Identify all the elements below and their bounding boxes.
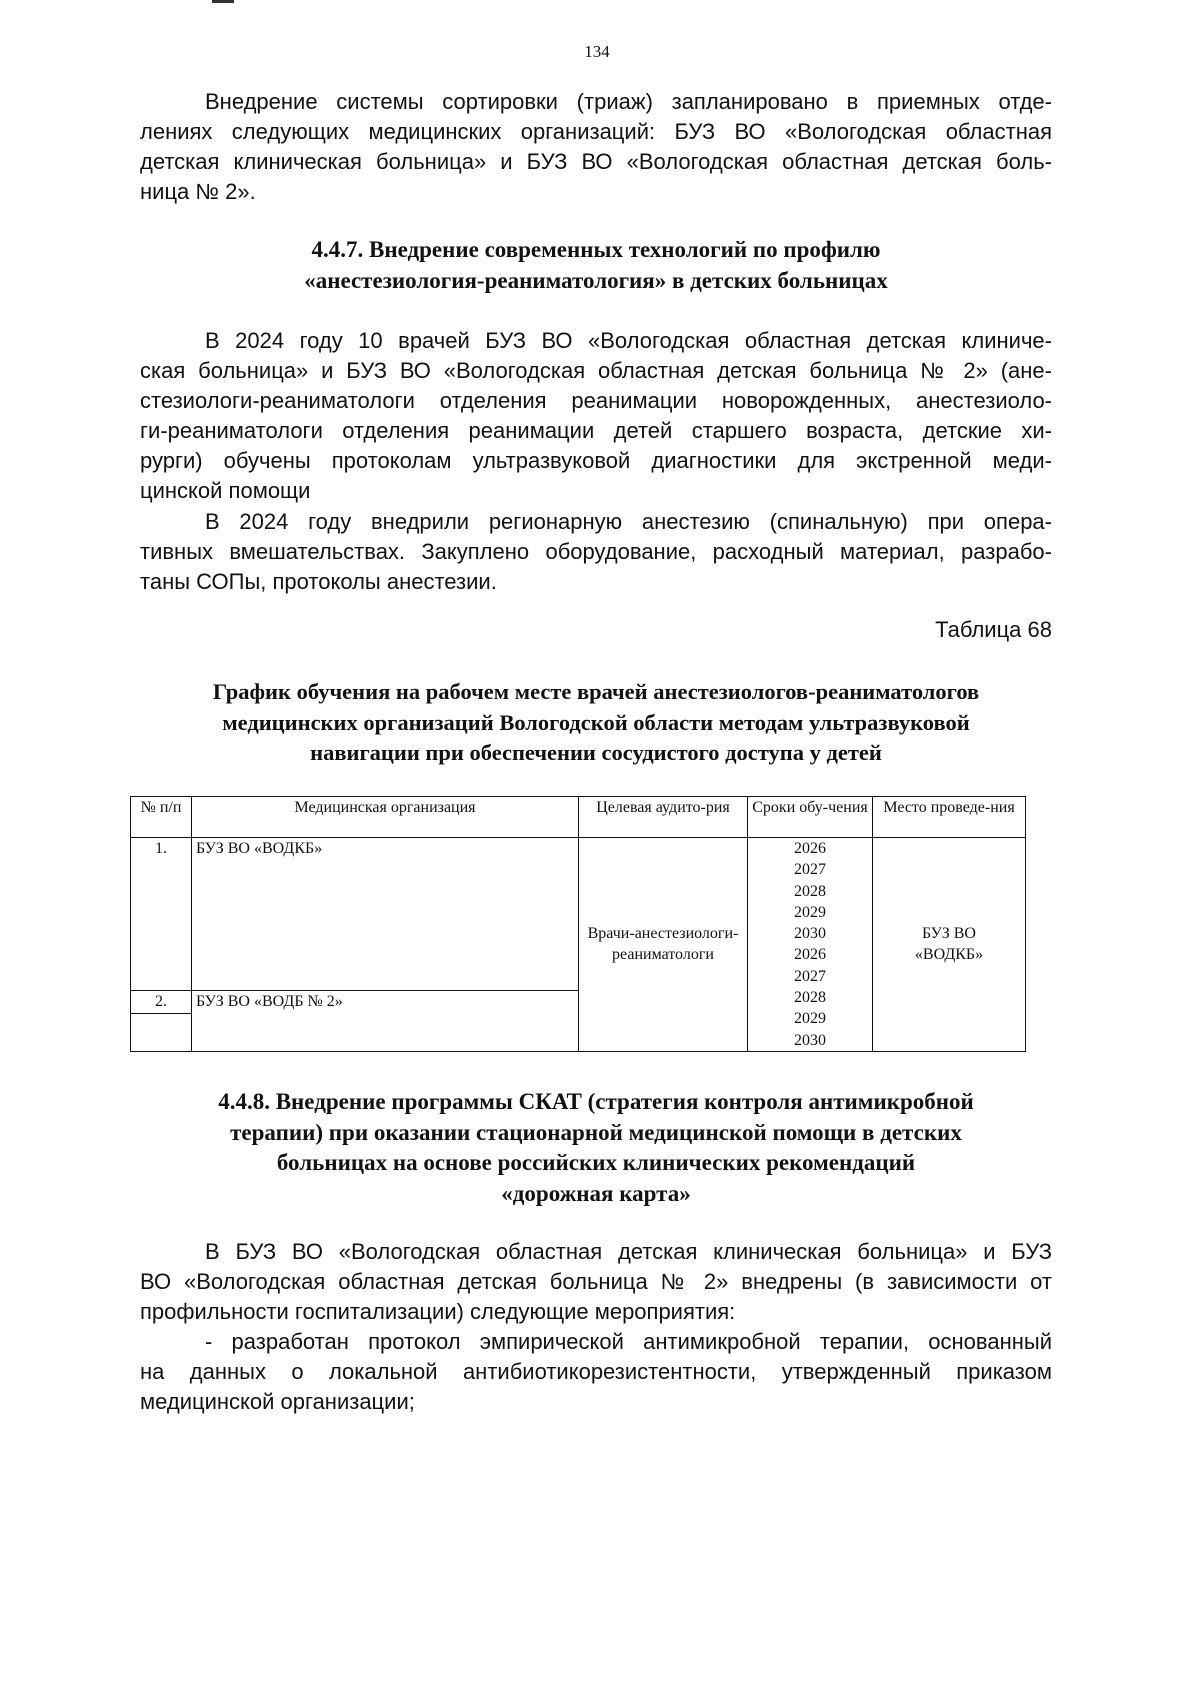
paragraph-triage — [140, 87, 1052, 207]
text-line: лениях следующих медицинских организаций: БУЗ ВО «Вологодская областная — [140, 119, 1052, 144]
paragraph-anesthesia — [140, 507, 1052, 597]
table-number: Таблица 68 — [935, 617, 1052, 642]
heading-line: 4.4.8. Внедрение программы СКАТ (стратегия контроля антимикробной — [218, 1089, 974, 1114]
page-number: 134 — [584, 42, 610, 61]
audience-cell: Врачи-анестезиологи-реаниматологи — [579, 838, 748, 1052]
row-num: 1. — [131, 838, 192, 991]
year-value: 2027 — [794, 967, 826, 985]
heading-line: «анестезиология-реаниматология» в детских больницах — [304, 267, 888, 293]
text-line: - разработан протокол эмпирической антимикробной терапии, основанный — [205, 1329, 1052, 1354]
year-value: 2026 — [794, 840, 826, 857]
heading-4-4-8 — [140, 1087, 1052, 1209]
text-line: В БУЗ ВО «Вологодская областная детская клиническая больница» и БУЗ — [205, 1239, 1052, 1264]
header-num: № п/п — [131, 797, 192, 838]
text-line: ница № 2». — [140, 179, 256, 204]
heading-line: больницах на основе российских клинических рекомендаций — [276, 1150, 916, 1175]
text-line: цинской помощи — [140, 478, 311, 503]
header-org: Медицинская организация — [192, 797, 579, 838]
text-line: Внедрение системы сортировки (триаж) запланировано в приемных отде- — [205, 89, 1052, 114]
scan-mark — [212, 0, 234, 3]
text-line: ская больница» и БУЗ ВО «Вологодская областная детская больница № 2» (ане- — [140, 358, 1052, 383]
heading-line: График обучения на рабочем месте врачей анестезиологов-реаниматологов — [212, 679, 980, 704]
row-org: БУЗ ВО «ВОДКБ» — [192, 838, 579, 991]
year-value: 2028 — [794, 882, 826, 900]
text-line: ги-реаниматологи отделения реанимации детей старшего возраста, детские хи- — [140, 418, 1052, 443]
year-value: 2030 — [794, 925, 826, 943]
year-value: 2027 — [794, 861, 826, 879]
heading-line: «дорожная карта» — [501, 1180, 691, 1206]
text-line: В 2024 году 10 врачей БУЗ ВО «Вологодская областная детская клиниче- — [205, 328, 1052, 353]
text-line: медицинской организации; — [140, 1389, 415, 1414]
table-title — [140, 677, 1052, 769]
heading-line: медицинских организаций Вологодской области методам ультразвуковой — [222, 709, 970, 735]
table-row — [131, 838, 1026, 991]
text-line: на данных о локальной антибиотикорезистентности, утвержденный приказом — [140, 1359, 1052, 1384]
years-cell — [748, 838, 873, 1052]
header-audience: Целевая аудито-рия — [579, 797, 748, 838]
year-value: 2026 — [794, 946, 826, 964]
text-line: детская клиническая больница» и БУЗ ВО «Вологодская областная детская боль- — [140, 149, 1052, 174]
row-num: 2. — [131, 991, 192, 1014]
year-value: 2028 — [794, 989, 826, 1007]
paragraph-measures — [140, 1237, 1052, 1327]
paragraph-training — [140, 326, 1052, 506]
header-dates: Сроки обу-чения — [748, 797, 873, 838]
heading-line: терапии) при оказании стационарной медицинской помощи в детских — [230, 1119, 962, 1145]
row-org: БУЗ ВО «ВОДБ № 2» — [192, 991, 579, 1014]
text-line: ВО «Вологодская областная детская больница № 2» внедрены (в зависимости от — [140, 1269, 1052, 1294]
training-schedule-table — [130, 796, 1026, 1052]
place-cell: БУЗ ВО «ВОДКБ» — [873, 838, 1026, 1052]
table-header-row — [131, 797, 1026, 838]
year-value: 2029 — [794, 1010, 826, 1028]
text-line: В 2024 году внедрили регионарную анестезию (спинальную) при опера- — [205, 509, 1052, 534]
text-line: стезиологи-реаниматологи отделения реанимации новорожденных, анестезиоло- — [140, 388, 1052, 413]
text-line: профильности госпитализации) следующие мероприятия: — [140, 1299, 736, 1324]
heading-line: навигации при обеспечении сосудистого доступа у детей — [310, 740, 882, 765]
text-line: тивных вмешательствах. Закуплено оборудование, расходный материал, разрабо- — [140, 539, 1052, 564]
paragraph-protocol — [140, 1327, 1052, 1417]
text-line: таны СОПы, протоколы анестезии. — [140, 569, 497, 594]
heading-4-4-7 — [140, 235, 1052, 296]
year-value: 2029 — [794, 903, 826, 921]
heading-line: 4.4.7. Внедрение современных технологий по профилю — [311, 237, 881, 262]
text-line: рурги) обучены протоколам ультразвуковой диагностики для экстренной меди- — [140, 448, 1052, 473]
year-value: 2030 — [794, 1031, 826, 1049]
header-place: Место проведе-ния — [873, 797, 1026, 838]
